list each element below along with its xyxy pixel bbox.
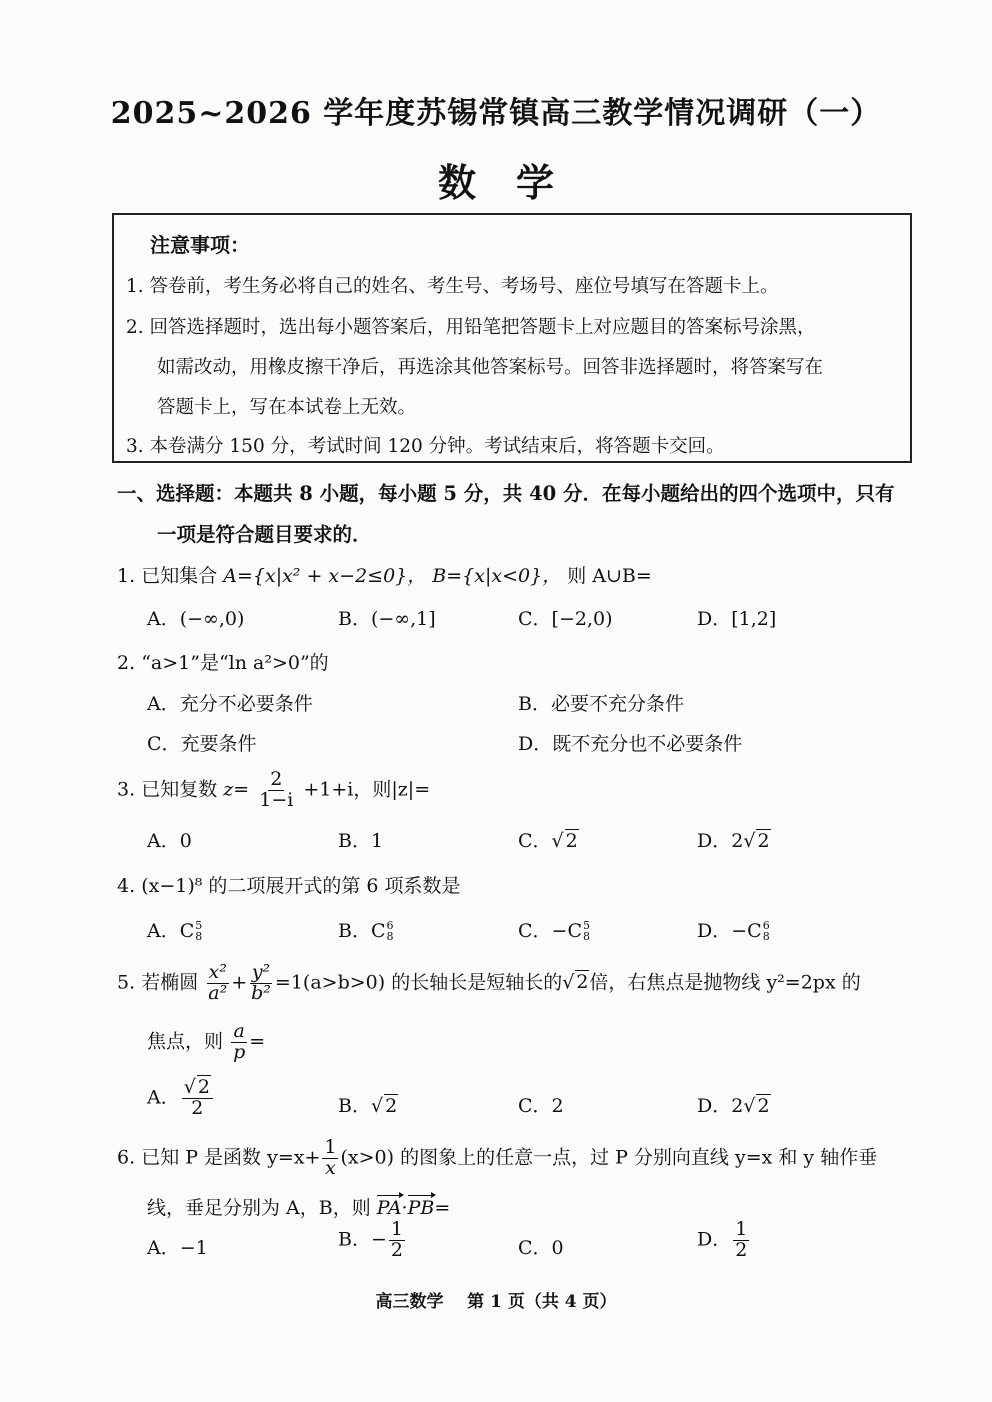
q5-option-d: D．2√ 2 — [697, 1095, 770, 1117]
option-label: C．− — [518, 920, 568, 942]
question-pre: 已知 P 是函数 y=x+ — [141, 1146, 321, 1169]
radicand: 2 — [565, 830, 578, 852]
radicand: 2 — [576, 971, 589, 994]
option-label: B． — [338, 920, 371, 942]
question-6-cont — [147, 1193, 450, 1220]
radicand: 2 — [757, 1095, 770, 1117]
q4-option-a — [147, 916, 202, 943]
fraction-denominator: p — [233, 1040, 246, 1063]
question-text: 已知集合 — [141, 565, 218, 587]
fraction-denominator: b² — [251, 981, 271, 1004]
combination-sup: 6 — [386, 919, 394, 932]
question-4 — [117, 871, 461, 898]
combination-sup: 5 — [583, 919, 591, 932]
q2-option-a: A．充分不必要条件 — [147, 693, 313, 715]
option-label: D．2 — [697, 830, 744, 852]
q4-option-c — [518, 916, 590, 943]
fraction-numerator: y² — [251, 961, 271, 983]
fraction — [257, 770, 295, 811]
fraction-x — [206, 963, 229, 1004]
fraction-numerator: √ 2 — [182, 1078, 213, 1099]
fraction-numerator: 2 — [270, 768, 283, 790]
set-b: B={x|x<0}， — [432, 565, 562, 587]
fraction-numerator: a — [233, 1020, 245, 1042]
notice-title: 注意事项： — [150, 233, 250, 257]
question-number: 2. — [117, 652, 136, 674]
fraction — [389, 1220, 405, 1261]
q3-option-c: C．√ 2 — [518, 830, 578, 852]
fraction-denominator: x — [325, 1156, 336, 1179]
fraction-numerator: 1 — [324, 1136, 337, 1158]
fraction-numerator: 1 — [390, 1218, 403, 1240]
q1-option-d: D．[1,2] — [697, 608, 777, 630]
q4-option-d — [697, 916, 770, 943]
question-2 — [117, 648, 329, 675]
question-mid: =1(a>b>0) 的长轴长是短轴长的 — [274, 971, 563, 994]
question-3 — [117, 770, 430, 811]
section-heading: 一、选择题：本题共 8 小题，每小题 5 分，共 40 分．在每小题给出的四个选项中，只有 — [117, 482, 895, 505]
combination-c: C — [179, 920, 195, 942]
set-a: A={x|x² + x−2≤0}， — [223, 565, 427, 587]
subject-title: 数学 — [437, 160, 594, 205]
question-line2-post: = — [434, 1197, 451, 1219]
fraction-y — [249, 963, 273, 1004]
question-5-cont — [147, 1022, 265, 1063]
option-label: B．− — [338, 1228, 387, 1251]
question-line2-post: = — [249, 1030, 266, 1053]
page-footer: 高三数学 第 1 页（共 4 页） — [375, 1292, 617, 1312]
option-label: D．2 — [697, 1095, 744, 1117]
question-post: (x>0) 的图象上的任意一点，过 P 分别向直线 y=x 和 y 轴作垂 — [340, 1146, 878, 1169]
combination-sup: 5 — [195, 919, 203, 932]
fraction — [182, 1078, 213, 1119]
q1-option-c: C．[−2,0) — [518, 608, 613, 630]
combination-sub: 8 — [762, 930, 770, 943]
q6-option-a: A．−1 — [147, 1237, 208, 1259]
radicand: 2 — [385, 1095, 398, 1117]
question-text: (x−1)⁸ 的二项展开式的第 6 项系数是 — [141, 875, 461, 897]
combination-sub: 8 — [386, 930, 394, 943]
option-label: A． — [147, 1086, 180, 1109]
q6-option-b — [338, 1220, 407, 1261]
combination-c: C — [567, 920, 583, 942]
option-label: D． — [697, 1228, 732, 1251]
section-heading-cont: 一项是符合题目要求的． — [157, 523, 372, 546]
fraction-denominator: a² — [208, 981, 228, 1004]
q2-option-d: D．既不充分也不必要条件 — [518, 733, 743, 755]
question-tail: 则 A∪B= — [567, 565, 652, 587]
q3-option-d: D．2√ 2 — [697, 830, 770, 852]
q5-option-b: B．√ 2 — [338, 1095, 398, 1117]
fraction-numerator: 1 — [735, 1218, 748, 1240]
combination-sub: 8 — [583, 930, 591, 943]
notice-item-2-cont2: 答题卡上，写在本试卷上无效。 — [157, 397, 417, 418]
radicand: 2 — [197, 1076, 210, 1098]
z-eq: z= — [223, 778, 250, 801]
vector-pa: PA — [376, 1197, 402, 1219]
exam-title: 2025~2026 学年度苏锡常镇高三教学情况调研（一） — [110, 96, 882, 131]
q1-option-b: B．(−∞,1] — [338, 608, 436, 630]
question-number: 1. — [117, 565, 136, 587]
notice-item-2: 2. 回答选择题时，选出每小题答案后，用铅笔把答题卡上对应题目的答案标号涂黑， — [126, 317, 816, 338]
option-label: D．− — [697, 920, 748, 942]
q2-option-b: B．必要不充分条件 — [518, 693, 684, 715]
question-post: 倍，右焦点是抛物线 y²=2px 的 — [589, 971, 861, 994]
q4-option-b — [338, 916, 394, 943]
q3-option-b: B．1 — [338, 830, 384, 852]
fraction — [322, 1138, 338, 1179]
q6-option-d — [697, 1220, 751, 1261]
dot-operator: · — [401, 1197, 408, 1219]
question-number: 5. — [117, 971, 136, 994]
combination-sup: 6 — [762, 919, 770, 932]
q1-option-a: A．(−∞,0) — [147, 608, 245, 630]
question-text: “a>1”是“ln a²>0”的 — [141, 652, 329, 674]
question-number: 6. — [117, 1146, 136, 1169]
vector-pb: PB — [407, 1197, 435, 1219]
option-label: A． — [147, 920, 180, 942]
fraction-denominator: 2 — [735, 1238, 748, 1261]
q2-option-c: C．充要条件 — [147, 733, 257, 755]
combination-c: C — [747, 920, 762, 942]
question-number: 3. — [117, 778, 136, 801]
radicand: 2 — [757, 830, 770, 852]
combination-c: C — [370, 920, 386, 942]
q3-option-a: A．0 — [147, 830, 192, 852]
question-line2-pre: 线，垂足分别为 A，B，则 — [147, 1197, 371, 1219]
option-label: B． — [338, 1095, 371, 1117]
fraction-a-p — [231, 1022, 247, 1063]
question-line2-pre: 焦点，则 — [147, 1030, 224, 1053]
question-1 — [117, 561, 652, 588]
q6-option-c: C．0 — [518, 1237, 564, 1259]
question-pre: 若椭圆 — [141, 971, 199, 994]
option-label: C． — [518, 830, 552, 852]
fraction-denominator: 1−i — [259, 788, 294, 811]
combination-sub: 8 — [195, 930, 203, 943]
notice-item-2-cont: 如需改动，用橡皮擦干净后，再选涂其他答案标号。回答非选择题时，将答案写在 — [157, 357, 824, 378]
plus-sign: + — [231, 971, 248, 994]
question-pre: 已知复数 — [141, 778, 218, 801]
notice-item-3: 3. 本卷满分 150 分，考试时间 120 分钟。考试结束后，将答题卡交回。 — [126, 436, 725, 457]
fraction — [733, 1220, 749, 1261]
question-number: 4. — [117, 875, 136, 897]
notice-item-1: 1. 答卷前，考生务必将自己的姓名、考生号、考场号、座位号填写在答题卡上。 — [126, 276, 779, 297]
question-6 — [117, 1138, 877, 1179]
question-5: 5. 若椭圆 $\frac{\text{x²}}{\text{a²}}$ + $\frac{\text{y²}}{\text{b²}}$ =1(a>b>0) 的长轴长是短轴长的√ 2倍，右焦点是抛物线 y²=2px 的 — [117, 961, 861, 1004]
fraction-denominator: 2 — [390, 1238, 403, 1261]
fraction-denominator: 2 — [191, 1096, 204, 1119]
q5-option-a — [147, 1078, 215, 1119]
q5-option-c: C．2 — [518, 1095, 564, 1117]
fraction-numerator: x² — [208, 961, 227, 983]
question-post: +1+i，则|z|= — [303, 778, 431, 801]
